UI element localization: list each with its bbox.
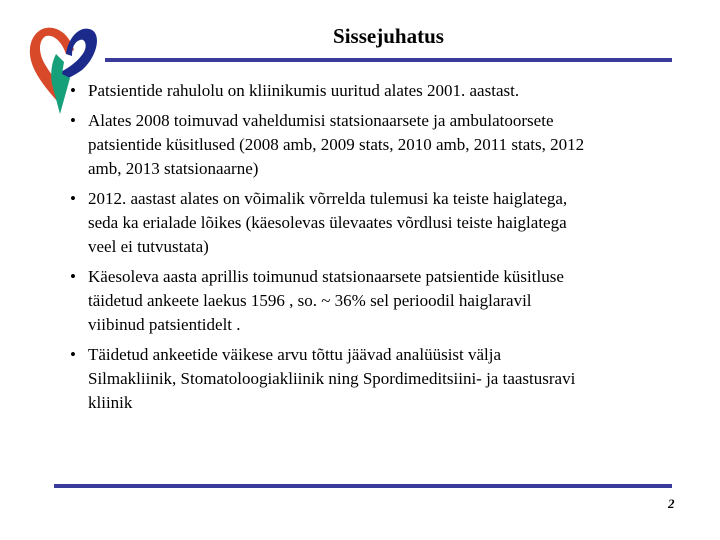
bullet-icon: • (70, 345, 76, 364)
bullet-text: täidetud ankeete laekus 1596 , so. ~ 36% sel perioodil haiglaravil (88, 291, 532, 310)
bullet-item (70, 187, 690, 259)
bullet-icon: • (70, 81, 76, 100)
bullet-item (70, 265, 690, 337)
bullet-text: Patsientide rahulolu on kliinikumis uuritud alates 2001. aastast. (88, 81, 520, 100)
bullet-icon: • (70, 267, 76, 286)
slide-title: Sissejuhatus (333, 24, 444, 48)
bullet-text: viibinud patsientidelt . (88, 315, 241, 334)
bullet-text: seda ka erialade lõikes (käesolevas ülevaates võrdlusi teiste haiglatega (88, 213, 567, 232)
bullet-item (70, 109, 690, 181)
bullet-item (70, 343, 690, 415)
bullet-text: amb, 2013 statsionaarne) (88, 159, 259, 178)
bullet-text: 2012. aastast alates on võimalik võrrelda tulemusi ka teiste haiglatega, (88, 189, 568, 208)
title-divider (105, 58, 672, 62)
bullet-text: kliinik (88, 393, 133, 412)
footer-divider (54, 484, 672, 488)
bullet-icon: • (70, 111, 76, 130)
bullet-item (70, 79, 690, 103)
bullet-text: Täidetud ankeetide väikese arvu tõttu jäävad analüüsist välja (88, 345, 502, 364)
bullet-text: Silmakliinik, Stomatoloogiakliinik ning Spordimeditsiini- ja taastusravi (88, 369, 576, 388)
bullet-text: patsientide küsitlused (2008 amb, 2009 stats, 2010 amb, 2011 stats, 2012 (88, 135, 585, 154)
bullet-text: Alates 2008 toimuvad vaheldumisi statsionaarsete ja ambulatoorsete (88, 111, 554, 130)
bullet-list (70, 79, 690, 421)
page-number: 2 (668, 496, 675, 511)
bullet-text: veel ei tutvustata) (88, 237, 209, 256)
bullet-icon: • (70, 189, 76, 208)
bullet-text: Käesoleva aasta aprillis toimunud statsionaarsete patsientide küsitluse (88, 267, 564, 286)
